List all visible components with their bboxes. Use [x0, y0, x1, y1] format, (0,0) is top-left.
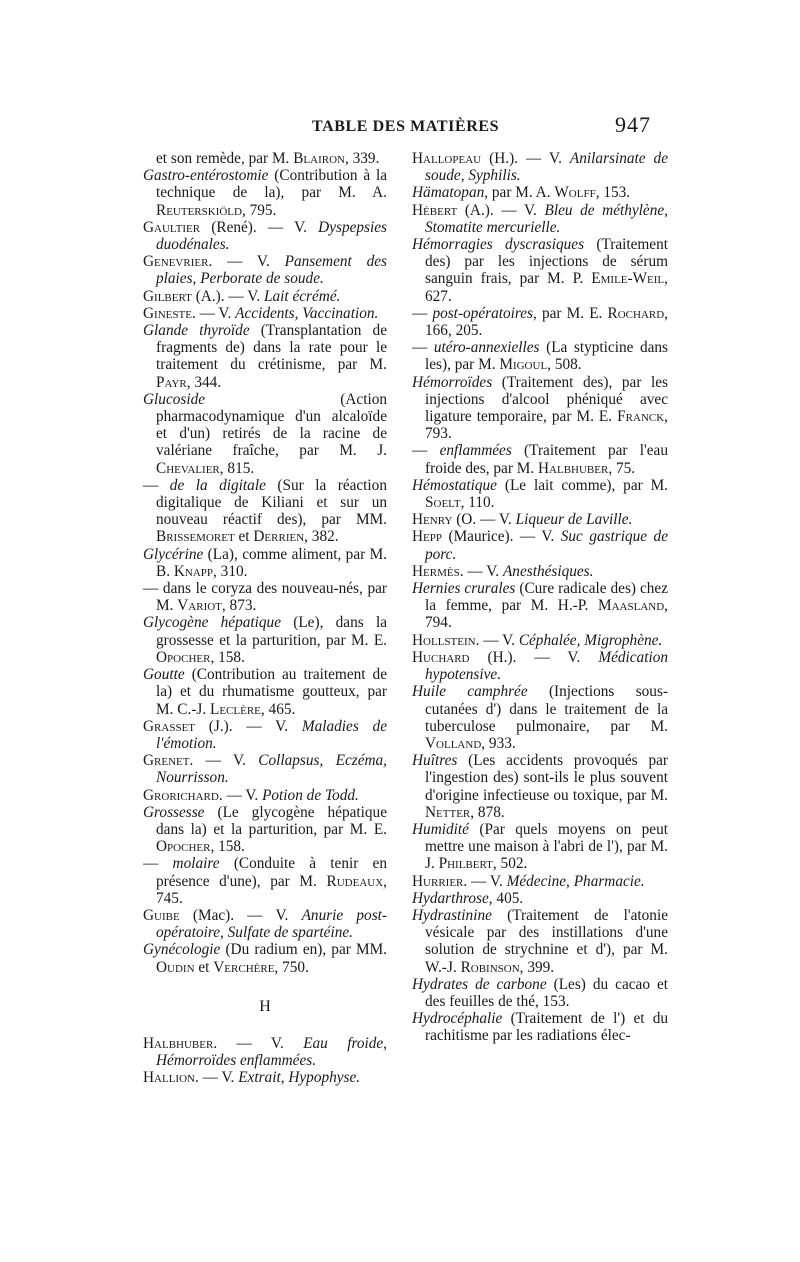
entry-text: , 166, 205.: [425, 304, 668, 340]
author-name: Gilbert: [143, 287, 192, 305]
index-entry: [412, 236, 668, 305]
author-name: Netter: [425, 803, 471, 821]
author-name: Migoul: [499, 356, 548, 374]
index-entry: [412, 528, 668, 562]
author-name: Oudin: [156, 958, 195, 976]
entry-text: — dans le coryza des nouveau-nés, par M.: [143, 580, 387, 615]
subject-term: enflammées: [439, 442, 512, 460]
right-column: [412, 150, 668, 1045]
index-entry: [412, 752, 668, 821]
author-name: Genevrier: [143, 253, 209, 271]
author-name: Maasland: [598, 597, 665, 615]
author-name: Philbert: [438, 855, 493, 873]
subject-term: Extrait, Hypophyse.: [238, 1069, 361, 1087]
subject-term: Hémorragies dyscrasiques: [412, 236, 585, 254]
author-name: Brissemoret: [156, 528, 235, 546]
subject-term: Hernies crurales: [412, 580, 516, 598]
author-name: Guibe: [143, 906, 180, 924]
index-entry: [412, 477, 668, 511]
index-entry: [143, 907, 387, 941]
entry-text: (Traitement des), par les injections d'alcool phéniqué avec ligature temporaire, par M. E.: [425, 373, 668, 426]
index-entry: [143, 305, 387, 322]
entry-text: . — V.: [475, 631, 519, 649]
index-entry: [412, 374, 668, 443]
entry-text: —: [143, 476, 170, 494]
index-entry: [412, 683, 668, 752]
author-name: Soelt: [425, 494, 461, 512]
subject-term: Anurie post-opératoire, Sulfate de spartéine.: [156, 906, 387, 942]
author-name: Gaultier: [143, 218, 201, 236]
index-entry: [143, 804, 387, 856]
subject-term: Goutte: [143, 666, 185, 684]
author-name: Variot: [177, 597, 222, 615]
entry-text: , 794.: [425, 597, 668, 632]
subject-term: Hydrates de carbone: [412, 975, 547, 993]
index-entry: [143, 787, 387, 804]
index-entry: [143, 614, 387, 666]
subject-term: Glycérine: [143, 545, 204, 563]
entry-text: (O. — V.: [452, 511, 516, 529]
entry-text: , 793.: [425, 408, 668, 443]
entry-text: (René). — V.: [200, 218, 319, 236]
author-name: Franck: [617, 408, 665, 426]
author-name: Payr: [156, 373, 187, 391]
subject-term: Eau froide, Hémorroïdes enflammées.: [156, 1034, 387, 1070]
author-name: Huchard: [412, 648, 470, 666]
entry-text: (Traitement de l'atonie vésicale par des instillations d'une solution de strychnine et d'), par M. W.-J.: [425, 906, 668, 976]
entry-text: . — V.: [191, 304, 236, 322]
entry-text: (J.). — V.: [195, 717, 302, 735]
author-name: Hepp: [412, 528, 443, 546]
index-entry: [143, 718, 387, 752]
author-name: Rochard: [607, 304, 665, 322]
entry-text: (Transplantation de fragments de) dans la rate pour le traitement du crétinisme, par M.: [156, 322, 387, 374]
index-entry: [143, 1069, 387, 1086]
entry-text: , 310.: [213, 562, 248, 580]
index-entry: [412, 649, 668, 683]
entry-text: (Les) du cacao et des feuilles de thé, 153.: [425, 975, 668, 1010]
subject-term: Glucoside: [143, 390, 206, 408]
entry-text: , 627.: [425, 270, 668, 305]
entry-text: (Action pharmacodynamique d'un alcaloïde et d'un) retirés de la racine de valériane fraîche, par M. J.: [156, 390, 387, 460]
index-entry: [412, 511, 668, 528]
index-entry: [143, 322, 387, 391]
subject-term: Hémorroïdes: [412, 373, 493, 391]
left-index-entries: [143, 150, 387, 976]
entry-text: . — V.: [218, 786, 263, 804]
subject-term: Hämatopan: [412, 184, 485, 202]
subject-term: Huile camphrée: [412, 683, 528, 701]
entry-text: (La stypticine dans les), par M.: [425, 339, 669, 374]
entry-text: (Conduite à tenir en présence d'une), par M.: [156, 855, 387, 890]
author-name: Hollstein: [412, 631, 476, 649]
entry-text: (Traitement par l'eau froide des, par M.: [425, 442, 668, 477]
index-entry: [412, 442, 668, 476]
entry-text: —: [412, 304, 433, 322]
entry-text: (A.). — V.: [191, 287, 264, 305]
left-index-entries-h: [143, 1035, 387, 1087]
subject-term: Gynécologie: [143, 941, 221, 959]
index-entry: [412, 339, 668, 373]
index-entry: [412, 202, 668, 236]
entry-text: et: [194, 958, 214, 976]
entry-text: , 75.: [608, 459, 636, 477]
author-name: Hermès: [412, 562, 460, 580]
author-name: Hallopeau: [412, 150, 482, 167]
index-entry: [412, 907, 668, 976]
entry-text: (Traitement de l') et du rachitisme par les radiations élec-: [425, 1010, 668, 1045]
entry-text: , 933.: [481, 734, 516, 752]
entry-text: (Par quels moyens on peut mettre une maison à l'abri de l'), par M. J.: [425, 820, 668, 873]
entry-text: (Cure radicale des) chez la femme, par M. H.-P.: [425, 580, 668, 615]
entry-text: , 878.: [470, 803, 505, 821]
entry-text: , 815.: [219, 459, 255, 477]
page-number: 947: [615, 112, 651, 137]
subject-term: Pansement des plaies, Perborate de soude.: [156, 253, 387, 288]
subject-term: Glycogène hépatique: [143, 614, 281, 632]
author-name: Halbhuber: [538, 459, 609, 477]
index-entry: [143, 546, 387, 580]
entry-text: , 344.: [186, 373, 222, 391]
subject-term: Humidité: [412, 820, 469, 838]
entry-text: , 508.: [547, 356, 582, 374]
author-name: Halbhuber: [143, 1034, 214, 1052]
subject-term: Hydrocéphalie: [412, 1010, 503, 1028]
entry-text: , 405.: [488, 889, 524, 907]
entry-text: , par M. E.: [533, 304, 608, 322]
subject-term: Hydarthrose: [412, 889, 489, 907]
author-name: Wolff: [554, 184, 596, 202]
subject-term: Hémostatique: [412, 476, 497, 494]
subject-term: Lait écrémé.: [264, 287, 341, 305]
subject-term: Grossesse: [143, 803, 205, 821]
subject-term: Céphalée, Migrophène.: [518, 631, 663, 649]
subject-term: Hydrastinine: [412, 906, 492, 924]
entry-text: , 153.: [595, 184, 631, 202]
entry-text: —: [143, 855, 173, 873]
entry-text: (Le lait comme), par M.: [496, 476, 668, 494]
index-entry: [143, 580, 387, 614]
entry-text: (H.). — V.: [469, 648, 599, 666]
author-name: Opocher: [156, 648, 211, 666]
entry-text: (Contribution à la technique de la), par M. A.: [156, 167, 387, 202]
author-name: Rudeaux: [326, 872, 384, 890]
subject-term: Accidents, Vaccination.: [235, 304, 379, 322]
subject-term: de la digitale: [169, 476, 266, 494]
index-entry: [412, 150, 668, 184]
author-name: Opocher: [156, 838, 211, 856]
author-name: Leclère: [209, 700, 261, 718]
subject-term: molaire: [172, 855, 220, 873]
entry-text: et son remède, par M.: [156, 150, 294, 167]
subject-term: Gastro-entérostomie: [143, 167, 269, 185]
index-entry: [412, 632, 668, 649]
section-letter-h: H: [259, 997, 271, 1015]
entry-text: —: [412, 339, 434, 357]
subject-term: Huîtres: [412, 752, 458, 770]
author-name: Volland: [425, 734, 482, 752]
author-name: Grenet: [143, 752, 190, 770]
subject-term: Liqueur de Laville.: [515, 511, 633, 529]
entry-text: . — V.: [213, 1034, 304, 1052]
index-entry: [412, 563, 668, 580]
entry-text: (Contribution au traitement de la) et du rhumatisme goutteux, par M. C.-J.: [156, 666, 387, 718]
author-name: Hurrier: [412, 872, 464, 890]
index-entry: [143, 150, 387, 167]
index-entry: [412, 976, 668, 1010]
entry-text: (Injections sous-cutanées d') dans le traitement de la tuberculose pulmonaire, par M.: [425, 683, 668, 735]
index-entry: [143, 855, 387, 907]
entry-text: (Les accidents provoqués par l'ingestion des) sont-ils le plus souvent d'origine infectieuse ou toxique, par M.: [425, 752, 668, 804]
entry-text: (Traitement des) par les injections de sérum sanguin frais, par M. P.: [425, 236, 668, 288]
entry-text: , 339.: [344, 150, 380, 167]
entry-text: , 399.: [519, 958, 555, 976]
author-name: Grasset: [143, 717, 196, 735]
author-name: Derrien: [253, 528, 305, 546]
entry-text: , 795.: [241, 201, 277, 219]
entry-text: , par M. A.: [484, 184, 555, 202]
right-index-entries: [412, 150, 668, 1045]
entry-text: et: [234, 528, 254, 546]
entry-text: , 502.: [492, 855, 528, 873]
subject-term: Médication hypotensive.: [425, 648, 668, 684]
index-entry: [143, 752, 387, 786]
entry-text: , 750.: [274, 958, 309, 976]
index-entry: [143, 666, 387, 718]
index-entry: [412, 305, 668, 339]
entry-text: (Maurice). — V.: [442, 528, 561, 546]
index-entry: [412, 873, 668, 890]
entry-text: . — V.: [208, 253, 285, 271]
author-name: Emile-Weil: [591, 270, 665, 288]
entry-text: (Mac). — V.: [179, 906, 302, 924]
entry-text: , 465.: [260, 700, 296, 718]
entry-text: (La), comme aliment, par M. B.: [156, 545, 387, 580]
author-name: Hallion: [143, 1069, 195, 1087]
entry-text: (H.). — V.: [481, 150, 570, 167]
index-entry: [412, 184, 668, 201]
subject-term: Dyspepsies duodénales.: [156, 218, 387, 254]
index-entry: [412, 890, 668, 907]
entry-text: (A.). — V.: [457, 201, 545, 219]
subject-term: Anesthésiques.: [502, 562, 594, 580]
author-name: Gineste: [143, 304, 192, 322]
author-name: Chevalier: [156, 459, 220, 477]
entry-text: , 158.: [210, 648, 245, 666]
author-name: Reuterskiöld: [156, 201, 242, 219]
index-entry: [412, 580, 668, 632]
subject-term: Glande thyroïde: [143, 322, 250, 340]
author-name: Robinson: [460, 958, 520, 976]
entry-text: , 745.: [156, 872, 387, 907]
subject-term: utéro-annexielles: [433, 339, 540, 357]
index-entry: [412, 821, 668, 873]
entry-text: , 873.: [221, 597, 257, 615]
entry-text: . — V.: [194, 1069, 239, 1087]
entry-text: —: [412, 442, 440, 460]
subject-term: Suc gastrique de porc.: [425, 528, 668, 563]
subject-term: Maladies de l'émotion.: [156, 717, 387, 752]
entry-text: (Le), dans la grossesse et la parturition, par M. E.: [156, 614, 387, 649]
index-entry: [143, 391, 387, 477]
running-title: TABLE DES MATIÈRES: [312, 118, 500, 135]
subject-term: Anilarsinate de soude, Syphilis.: [425, 150, 668, 185]
index-entry: [143, 288, 387, 305]
entry-text: , 110.: [460, 494, 495, 512]
subject-term: post-opératoires: [432, 304, 533, 322]
index-entry: [143, 253, 387, 287]
entry-text: (Le glycogène hépatique dans la) et la parturition, par M. E.: [156, 803, 387, 838]
subject-term: Médecine, Pharmacie.: [506, 872, 645, 890]
subject-term: Potion de Todd.: [262, 786, 359, 804]
entry-text: (Du radium en), par MM.: [220, 941, 387, 959]
entry-text: . — V.: [189, 752, 259, 770]
author-name: Grorichard: [143, 786, 219, 804]
subject-term: Bleu de méthylène, Stomatite mercurielle.: [425, 201, 668, 236]
entry-text: (Sur la réaction digitalique de Kiliani et sur un nouveau réactif des), par MM.: [156, 476, 387, 529]
entry-text: , 382.: [304, 528, 339, 546]
entry-text: . — V.: [459, 562, 503, 580]
entry-text: . — V.: [463, 872, 507, 890]
author-name: Hébert: [412, 201, 458, 219]
author-name: Verchère: [213, 958, 275, 976]
left-column: [143, 150, 387, 1087]
entry-text: , 158.: [210, 838, 245, 856]
index-entry: [143, 477, 387, 546]
index-entry: [143, 219, 387, 253]
page-header: [0, 112, 800, 142]
index-entry: [412, 1010, 668, 1044]
author-name: Henry: [412, 511, 453, 529]
index-entry: [143, 1035, 387, 1069]
index-entry: [143, 167, 387, 219]
author-name: Knapp: [173, 562, 214, 580]
author-name: Blairon: [293, 150, 345, 167]
subject-term: Collapsus, Eczéma, Nourrisson.: [156, 752, 388, 787]
index-entry: [143, 941, 387, 975]
